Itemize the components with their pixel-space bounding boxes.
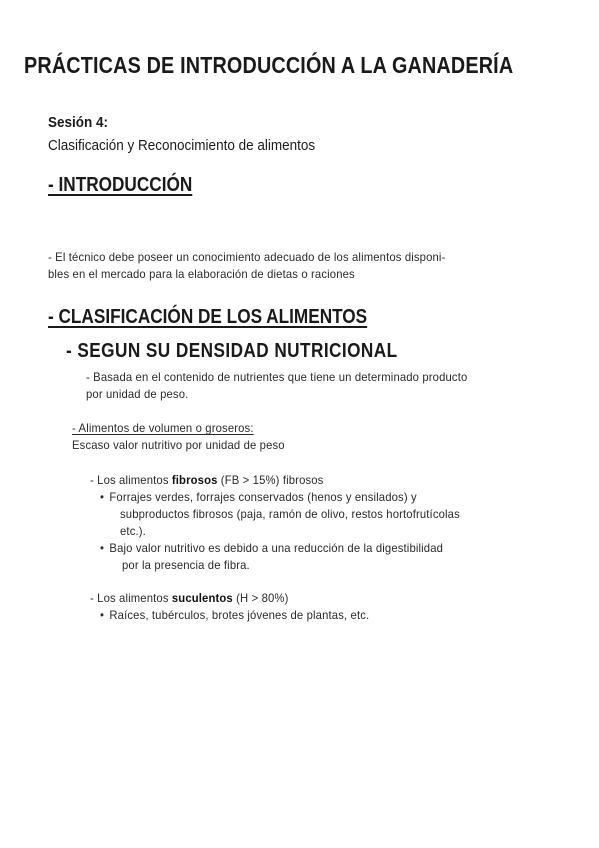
fibrous-term: fibrosos <box>171 473 218 487</box>
volume-foods-heading: - Alimentos de volumen o groseros: <box>72 421 254 435</box>
bullet-text: Forrajes verdes, forrajes conservados (henos y ensilados) y <box>109 490 417 504</box>
session-name: Clasificación y Reconocimiento de alimentos <box>48 137 316 154</box>
session-number: Sesión 4: <box>48 114 109 131</box>
page-title: PRÁCTICAS DE INTRODUCCIÓN A LA GANADERÍA <box>24 52 514 78</box>
bullet-icon: • <box>100 490 105 504</box>
succulent-term: suculentos <box>171 591 233 605</box>
fibrous-bullet-1-line-3: etc.). <box>120 524 146 538</box>
succulent-bullet-1 <box>100 608 369 622</box>
classification-heading: - CLASIFICACIÓN DE LOS ALIMENTOS <box>48 306 368 328</box>
intro-paragraph-line-1: - El técnico debe poseer un conocimiento adecuado de los alimentos disponi- <box>48 250 446 264</box>
fibrous-bullet-1-line-2: subproductos fibrosos (paja, ramón de olivo, restos hortofrutícolas <box>120 507 460 521</box>
bullet-text: Bajo valor nutritivo es debido a una reducción de la digestibilidad <box>109 541 444 555</box>
fibrous-prefix: - Los alimentos <box>90 473 172 487</box>
fibrous-bullet-2-line-1 <box>100 541 443 555</box>
intro-paragraph-line-2: bles en el mercado para la elaboración de dietas o raciones <box>48 267 355 281</box>
succulent-suffix: (H > 80%) <box>232 591 289 605</box>
bullet-icon: • <box>100 608 105 622</box>
succulent-foods-line <box>90 591 288 605</box>
fibrous-foods-line <box>90 473 323 487</box>
succulent-prefix: - Los alimentos <box>90 591 172 605</box>
intro-heading: - INTRODUCCIÓN <box>48 174 193 196</box>
fibrous-bullet-1-line-1 <box>100 490 417 504</box>
based-on-line-1: - Basada en el contenido de nutrientes que tiene un determinado producto <box>86 370 468 384</box>
nutritional-density-heading: - SEGUN SU DENSIDAD NUTRICIONAL <box>66 340 398 362</box>
based-on-line-2: por unidad de peso. <box>86 387 189 401</box>
volume-foods-description: Escaso valor nutritivo por unidad de peso <box>72 438 285 452</box>
fibrous-bullet-2-line-2: por la presencia de fibra. <box>122 558 250 572</box>
fibrous-suffix: (FB > 15%) fibrosos <box>217 473 324 487</box>
bullet-icon: • <box>100 541 105 555</box>
bullet-text: Raíces, tubérculos, brotes jóvenes de plantas, etc. <box>109 608 370 622</box>
